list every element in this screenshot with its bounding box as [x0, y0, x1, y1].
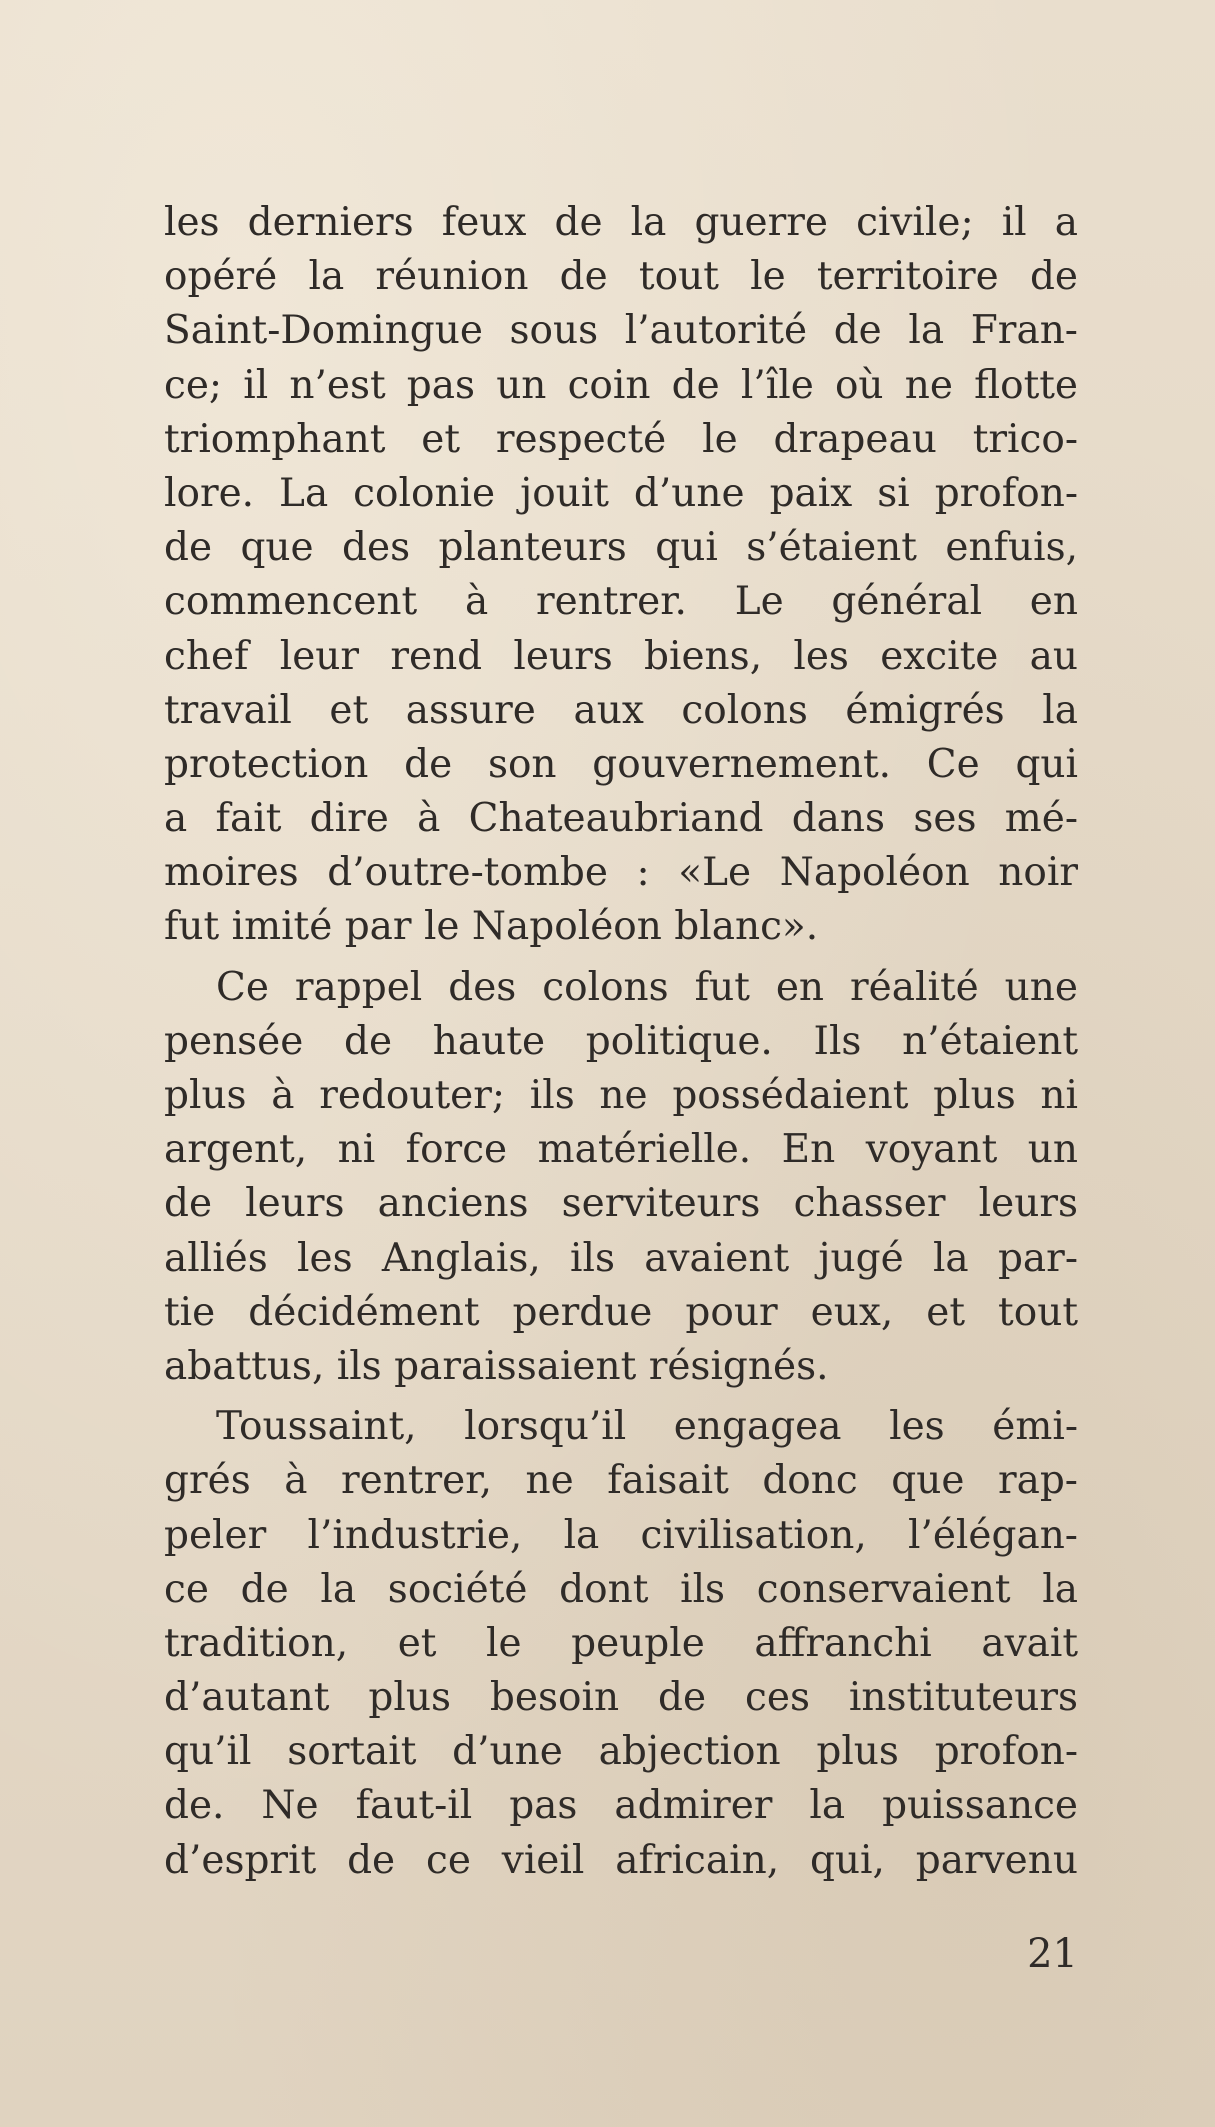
- text-line: chef leur rend leurs biens, les excite au: [164, 633, 1078, 679]
- text-line: opéré la réunion de tout le territoire de: [164, 254, 1078, 300]
- text-line: peler l’industrie, la civilisation, l’élégan-: [164, 1512, 1078, 1558]
- text-line: triomphant et respecté le drapeau trico-: [164, 416, 1078, 462]
- paragraph-last-line: fut imité par le Napoléon blanc».: [164, 904, 819, 950]
- text-line: argent, ni force matérielle. En voyant un: [164, 1127, 1078, 1173]
- text-line: de que des planteurs qui s’étaient enfuis,: [164, 525, 1078, 571]
- paragraph-first-line: Ce rappel des colons fut en réalité une: [216, 964, 1078, 1010]
- text-line: commencent à rentrer. Le général en: [164, 579, 1078, 625]
- text-line: les derniers feux de la guerre civile; il a: [164, 200, 1078, 245]
- text-line: a fait dire à Chateaubriand dans ses mé-: [164, 796, 1078, 842]
- text-line: lore. La colonie jouit d’une paix si profon-: [164, 470, 1078, 516]
- text-line: protection de son gouvernement. Ce qui: [164, 741, 1078, 787]
- text-line: qu’il sortait d’une abjection plus profon-: [164, 1729, 1078, 1775]
- text-line: plus à redouter; ils ne possédaient plus ni: [164, 1073, 1078, 1118]
- text-line: ce de la société dont ils conservaient la: [164, 1566, 1078, 1612]
- paragraph-first-line: Toussaint, lorsqu’il engagea les émi-: [216, 1404, 1078, 1450]
- text-line: pensée de haute politique. Ils n’étaient: [164, 1018, 1078, 1064]
- text-line: de leurs anciens serviteurs chasser leurs: [164, 1181, 1078, 1227]
- text-line: de. Ne faut-il pas admirer la puissance: [164, 1783, 1078, 1829]
- text-line: grés à rentrer, ne faisait donc que rap-: [164, 1458, 1078, 1504]
- text-line: tradition, et le peuple affranchi avait: [164, 1620, 1078, 1666]
- text-line: Saint-Domingue sous l’autorité de la Fran-: [164, 308, 1078, 354]
- text-line: d’esprit de ce vieil africain, qui, parvenu: [164, 1837, 1078, 1883]
- text-line: moires d’outre-tombe : «Le Napoléon noir: [164, 850, 1078, 896]
- text-line: d’autant plus besoin de ces instituteurs: [164, 1675, 1078, 1721]
- text-line: travail et assure aux colons émigrés la: [164, 687, 1078, 733]
- text-line: ce; il n’est pas un coin de l’île où ne flotte: [164, 362, 1078, 408]
- page-number: 21: [1027, 1931, 1078, 1977]
- text-line: alliés les Anglais, ils avaient jugé la par-: [164, 1235, 1078, 1281]
- body-text: [164, 196, 1078, 1888]
- text-line: tie décidément perdue pour eux, et tout: [164, 1289, 1078, 1335]
- paragraph-last-line: abattus, ils paraissaient résignés.: [164, 1343, 829, 1389]
